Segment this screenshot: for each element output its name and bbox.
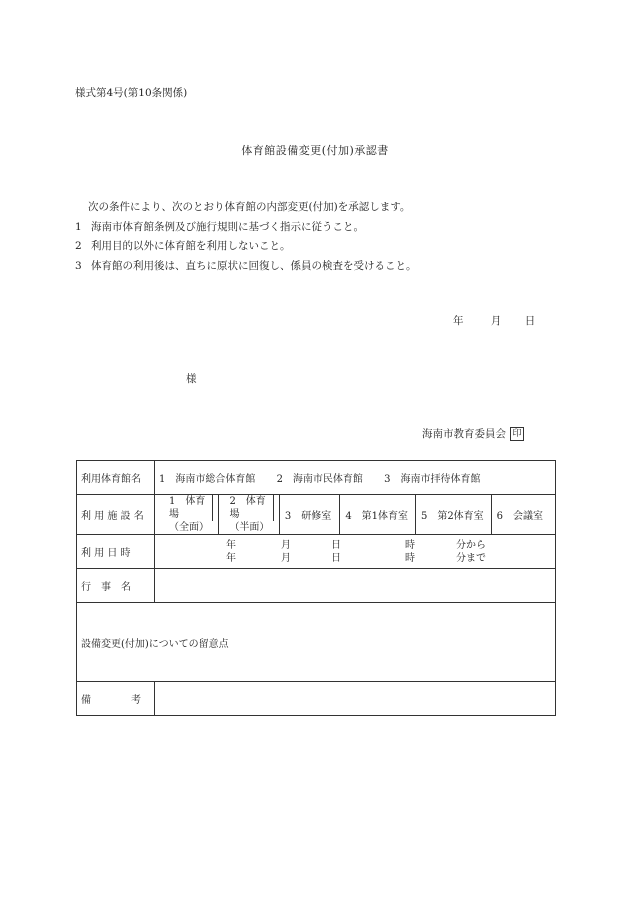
facility-note: （全面）	[169, 522, 209, 533]
row-event	[77, 569, 556, 603]
facility-option[interactable]: 3 研修室	[280, 495, 340, 534]
date-month: 月	[490, 315, 502, 327]
condition-number: 2	[75, 240, 82, 252]
label-venue: 利用体育館名	[77, 461, 155, 495]
condition-item	[75, 238, 291, 253]
row-facility	[77, 495, 556, 535]
facility-name: 1 体育場	[164, 495, 213, 521]
row-notes	[77, 603, 556, 682]
row-venue	[77, 461, 556, 495]
label-notes: 設備変更(付加)についての留意点	[81, 638, 229, 650]
condition-item	[75, 258, 417, 273]
date-year: 年	[453, 315, 464, 327]
dt-month: 月	[281, 552, 291, 564]
document-title: 体育館設備変更(付加)承認書	[241, 144, 389, 157]
dt-day: 日	[331, 539, 341, 551]
datetime-field[interactable]	[155, 535, 556, 569]
application-table	[76, 460, 556, 716]
condition-text: 海南市体育館条例及び施行規則に基づく指示に従うこと。	[91, 221, 364, 233]
facility-option[interactable]: 5 第2体育室	[416, 495, 492, 534]
issuer	[422, 426, 524, 441]
remarks-field[interactable]	[155, 682, 556, 716]
dt-year: 年	[226, 539, 236, 551]
dt-year: 年	[226, 552, 236, 564]
form-number: 様式第4号(第10条関係)	[75, 87, 188, 99]
condition-text: 体育館の利用後は、直ちに原状に回復し、係員の検査を受けること。	[91, 260, 417, 272]
condition-number: 1	[75, 221, 82, 233]
facility-option[interactable]	[159, 495, 219, 534]
label-facility: 利 用 施 設 名	[77, 495, 155, 535]
facility-note: （半面）	[229, 522, 270, 533]
dt-from: 分から	[456, 539, 486, 551]
venue-option[interactable]: 3 海南市拝待体育館	[384, 474, 481, 485]
condition-number: 3	[75, 260, 82, 272]
seal-mark: 印	[510, 427, 524, 441]
notes-field[interactable]	[77, 603, 556, 682]
dt-to: 分まで	[456, 552, 486, 564]
issuer-name: 海南市教育委員会	[422, 428, 506, 440]
dt-hour: 時	[405, 539, 415, 551]
event-field[interactable]	[155, 569, 556, 603]
dt-month: 月	[281, 539, 291, 551]
facility-option[interactable]: 4 第1体育室	[340, 495, 416, 534]
venue-option[interactable]: 2 海南市民体育館	[276, 474, 363, 485]
facility-name: 2 体育場	[224, 495, 273, 521]
date-day: 日	[524, 315, 536, 327]
row-remarks	[77, 682, 556, 716]
addressee-suffix: 様	[186, 373, 197, 385]
label-event: 行 事 名	[77, 569, 155, 603]
venue-option[interactable]: 1 海南市総合体育館	[159, 474, 256, 485]
facility-option[interactable]: 6 会議室	[496, 511, 543, 522]
row-datetime	[77, 535, 556, 569]
dt-day: 日	[331, 552, 341, 564]
intro-text: 次の条件により、次のとおり体育館の内部変更(付加)を承認します。	[88, 201, 411, 213]
issue-date	[453, 313, 535, 328]
facility-option[interactable]	[219, 495, 279, 534]
venue-list	[155, 461, 556, 495]
label-remarks: 備 考	[77, 682, 155, 716]
condition-text: 利用目的以外に体育館を利用しないこと。	[91, 240, 291, 252]
facility-options	[155, 495, 556, 535]
condition-item	[75, 219, 364, 234]
label-datetime: 利 用 日 時	[77, 535, 155, 569]
dt-hour: 時	[405, 552, 415, 564]
